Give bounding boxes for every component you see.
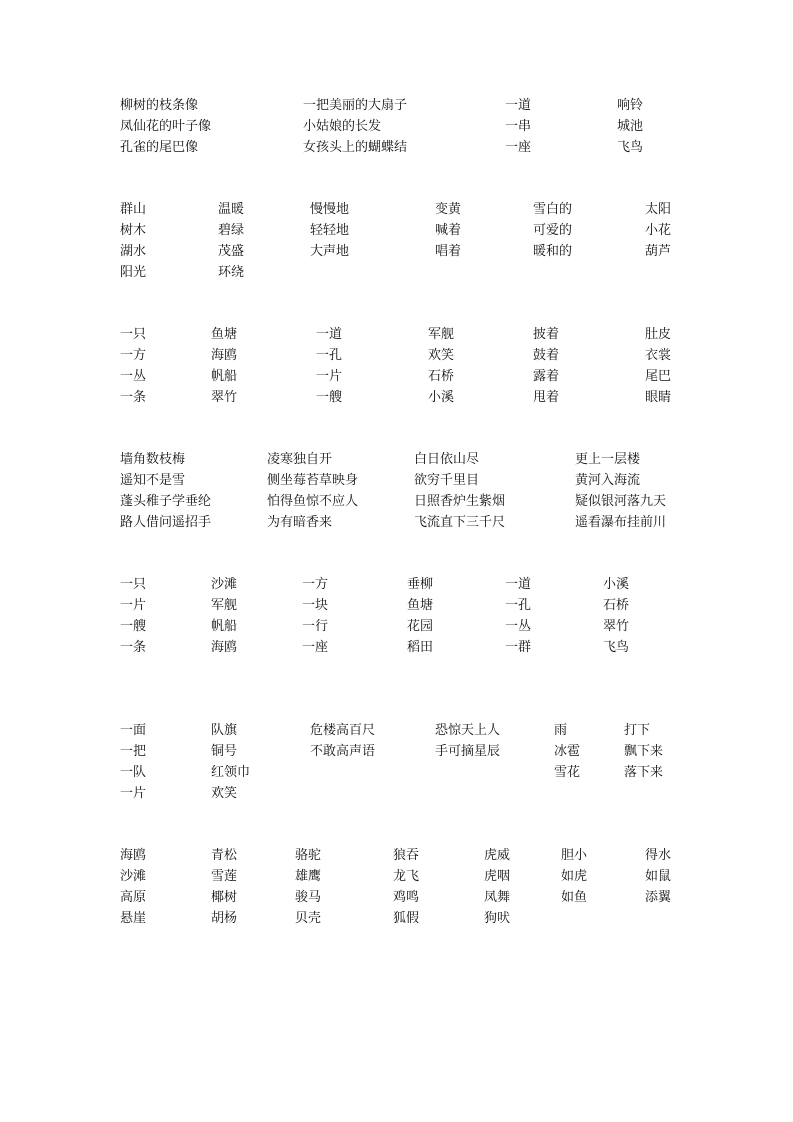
word-cell: 手可摘星辰 xyxy=(435,744,501,759)
word-cell: 欢笑 xyxy=(428,348,455,363)
word-cell: 一道 xyxy=(505,98,532,113)
word-cell: 甩着 xyxy=(533,390,560,405)
word-cell: 鼓着 xyxy=(533,348,560,363)
matching-group-3 xyxy=(0,324,793,408)
word-cell: 慢慢地 xyxy=(310,202,350,217)
word-cell: 一丛 xyxy=(120,369,147,384)
word-cell: 打下 xyxy=(624,723,651,738)
poem-line: 遥知不是雪 xyxy=(120,473,186,488)
poem-line: 黄河入海流 xyxy=(575,473,641,488)
word-cell: 喊着 xyxy=(435,223,462,238)
word-cell: 一孔 xyxy=(505,598,532,613)
word-cell: 贝壳 xyxy=(295,911,322,926)
word-cell: 一片 xyxy=(120,786,147,801)
word-cell: 胆小 xyxy=(561,848,588,863)
poem-line: 更上一层楼 xyxy=(575,452,641,467)
poem-line: 侧坐莓苔草映身 xyxy=(267,473,359,488)
matching-row xyxy=(0,241,793,262)
word-cell: 一只 xyxy=(120,577,147,592)
matching-group-2 xyxy=(0,199,793,283)
word-cell: 悬崖 xyxy=(120,911,147,926)
word-cell: 军舰 xyxy=(211,598,238,613)
word-cell: 一艘 xyxy=(316,390,343,405)
word-cell: 鱼塘 xyxy=(407,598,434,613)
word-cell: 石桥 xyxy=(603,598,630,613)
word-cell: 树木 xyxy=(120,223,147,238)
word-cell: 一孔 xyxy=(316,348,343,363)
word-cell: 凤舞 xyxy=(484,890,511,905)
matching-row xyxy=(0,720,793,741)
word-cell: 一条 xyxy=(120,640,147,655)
word-cell: 飞鸟 xyxy=(617,140,644,155)
word-cell: 城池 xyxy=(617,119,644,134)
word-cell: 一串 xyxy=(505,119,532,134)
matching-row xyxy=(0,324,793,345)
word-cell: 海鸥 xyxy=(211,640,238,655)
word-cell: 一行 xyxy=(302,619,329,634)
word-cell: 可爱的 xyxy=(533,223,573,238)
word-cell: 一方 xyxy=(120,348,147,363)
word-cell: 得水 xyxy=(645,848,672,863)
word-cell: 一群 xyxy=(505,640,532,655)
matching-row xyxy=(0,387,793,408)
word-cell: 垂柳 xyxy=(407,577,434,592)
word-cell: 添翼 xyxy=(645,890,672,905)
poem-line: 凌寒独自开 xyxy=(267,452,333,467)
poem-line: 为有暗香来 xyxy=(267,515,333,530)
matching-row xyxy=(0,741,793,762)
matching-row xyxy=(0,595,793,616)
word-cell: 海鸥 xyxy=(120,848,147,863)
word-cell: 飞鸟 xyxy=(603,640,630,655)
word-cell: 狼吞 xyxy=(393,848,420,863)
word-cell: 冰雹 xyxy=(554,744,581,759)
word-cell: 沙滩 xyxy=(120,869,147,884)
poem-line: 路人借问遥招手 xyxy=(120,515,212,530)
matching-row xyxy=(0,512,793,533)
word-cell: 暖和的 xyxy=(533,244,573,259)
word-cell: 狗吠 xyxy=(484,911,511,926)
matching-group-7 xyxy=(0,845,793,929)
poem-line: 怕得鱼惊不应人 xyxy=(267,494,359,509)
word-cell: 鸡鸣 xyxy=(393,890,420,905)
matching-row xyxy=(0,637,793,658)
word-cell: 湖水 xyxy=(120,244,147,259)
matching-row xyxy=(0,449,793,470)
word-cell: 轻轻地 xyxy=(310,223,350,238)
word-cell: 铜号 xyxy=(211,744,238,759)
word-cell: 肚皮 xyxy=(645,327,672,342)
word-cell: 茂盛 xyxy=(218,244,245,259)
matching-row xyxy=(0,845,793,866)
word-cell: 帆船 xyxy=(211,369,238,384)
word-cell: 一队 xyxy=(120,765,147,780)
word-cell: 群山 xyxy=(120,202,147,217)
matching-row xyxy=(0,762,793,783)
word-cell: 一艘 xyxy=(120,619,147,634)
word-cell: 虎威 xyxy=(484,848,511,863)
matching-row xyxy=(0,262,793,283)
word-cell: 雪莲 xyxy=(211,869,238,884)
matching-row xyxy=(0,199,793,220)
poem-line: 墙角数枝梅 xyxy=(120,452,186,467)
word-cell: 石桥 xyxy=(428,369,455,384)
poem-matching-group xyxy=(0,449,793,533)
word-cell: 小溪 xyxy=(428,390,455,405)
word-cell: 军舰 xyxy=(428,327,455,342)
matching-row xyxy=(0,491,793,512)
word-cell: 雪花 xyxy=(554,765,581,780)
word-cell: 一道 xyxy=(505,577,532,592)
word-cell: 小姑娘的长发 xyxy=(303,119,382,134)
word-cell: 落下来 xyxy=(624,765,664,780)
word-cell: 眼睛 xyxy=(645,390,672,405)
word-cell: 一片 xyxy=(316,369,343,384)
word-cell: 葫芦 xyxy=(645,244,672,259)
word-cell: 高原 xyxy=(120,890,147,905)
word-cell: 小花 xyxy=(645,223,672,238)
matching-row xyxy=(0,95,793,116)
matching-row xyxy=(0,887,793,908)
poem-line: 蓬头稚子学垂纶 xyxy=(120,494,212,509)
matching-row xyxy=(0,783,793,804)
matching-row xyxy=(0,574,793,595)
word-cell: 狐假 xyxy=(393,911,420,926)
word-cell: 队旗 xyxy=(211,723,238,738)
word-cell: 雪白的 xyxy=(533,202,573,217)
word-cell: 一座 xyxy=(302,640,329,655)
matching-row xyxy=(0,137,793,158)
word-cell: 太阳 xyxy=(645,202,672,217)
matching-row xyxy=(0,345,793,366)
word-cell: 欢笑 xyxy=(211,786,238,801)
word-cell: 女孩头上的蝴蝶结 xyxy=(303,140,408,155)
matching-group-6 xyxy=(0,720,793,804)
poem-line: 欲穷千里目 xyxy=(414,473,480,488)
word-cell: 飘下来 xyxy=(624,744,664,759)
matching-row xyxy=(0,866,793,887)
word-cell: 骆驼 xyxy=(295,848,322,863)
word-cell: 唱着 xyxy=(435,244,462,259)
matching-row xyxy=(0,366,793,387)
poem-line: 疑似银河落九天 xyxy=(575,494,667,509)
word-cell: 阳光 xyxy=(120,265,147,280)
word-cell: 一条 xyxy=(120,390,147,405)
word-cell: 椰树 xyxy=(211,890,238,905)
word-cell: 孔雀的尾巴像 xyxy=(120,140,199,155)
word-cell: 温暖 xyxy=(218,202,245,217)
matching-row xyxy=(0,908,793,929)
word-cell: 一只 xyxy=(120,327,147,342)
word-cell: 露着 xyxy=(533,369,560,384)
word-cell: 胡杨 xyxy=(211,911,238,926)
word-cell: 雨 xyxy=(554,723,568,738)
matching-group-5 xyxy=(0,574,793,658)
word-cell: 帆船 xyxy=(211,619,238,634)
word-cell: 稻田 xyxy=(407,640,434,655)
word-cell: 一道 xyxy=(316,327,343,342)
word-cell: 环绕 xyxy=(218,265,245,280)
word-cell: 翠竹 xyxy=(603,619,630,634)
word-cell: 青松 xyxy=(211,848,238,863)
word-cell: 尾巴 xyxy=(645,369,672,384)
word-cell: 龙飞 xyxy=(393,869,420,884)
word-cell: 柳树的枝条像 xyxy=(120,98,199,113)
word-cell: 翠竹 xyxy=(211,390,238,405)
word-cell: 恐惊天上人 xyxy=(435,723,501,738)
poem-line: 白日依山尽 xyxy=(414,452,480,467)
word-cell: 一丛 xyxy=(505,619,532,634)
word-cell: 如鼠 xyxy=(645,869,672,884)
word-cell: 一把美丽的大扇子 xyxy=(303,98,408,113)
poem-line: 日照香炉生紫烟 xyxy=(414,494,506,509)
word-cell: 如鱼 xyxy=(561,890,588,905)
word-cell: 红领巾 xyxy=(211,765,251,780)
word-cell: 雄鹰 xyxy=(295,869,322,884)
poem-line: 遥看瀑布挂前川 xyxy=(575,515,667,530)
word-cell: 不敢高声语 xyxy=(310,744,376,759)
matching-row xyxy=(0,616,793,637)
word-cell: 大声地 xyxy=(310,244,350,259)
matching-row xyxy=(0,220,793,241)
word-cell: 变黄 xyxy=(435,202,462,217)
word-cell: 一把 xyxy=(120,744,147,759)
word-cell: 沙滩 xyxy=(211,577,238,592)
matching-row xyxy=(0,116,793,137)
word-cell: 小溪 xyxy=(603,577,630,592)
word-cell: 一面 xyxy=(120,723,147,738)
word-cell: 一方 xyxy=(302,577,329,592)
word-cell: 骏马 xyxy=(295,890,322,905)
word-cell: 凤仙花的叶子像 xyxy=(120,119,212,134)
matching-group-1 xyxy=(0,95,793,158)
matching-row xyxy=(0,470,793,491)
word-cell: 一块 xyxy=(302,598,329,613)
word-cell: 如虎 xyxy=(561,869,588,884)
word-cell: 响铃 xyxy=(617,98,644,113)
word-cell: 一座 xyxy=(505,140,532,155)
word-cell: 碧绿 xyxy=(218,223,245,238)
word-cell: 海鸥 xyxy=(211,348,238,363)
word-cell: 衣裳 xyxy=(645,348,672,363)
word-cell: 花园 xyxy=(407,619,434,634)
word-cell: 披着 xyxy=(533,327,560,342)
word-cell: 鱼塘 xyxy=(211,327,238,342)
word-cell: 危楼高百尺 xyxy=(310,723,376,738)
word-cell: 虎咽 xyxy=(484,869,511,884)
word-cell: 一片 xyxy=(120,598,147,613)
poem-line: 飞流直下三千尺 xyxy=(414,515,506,530)
